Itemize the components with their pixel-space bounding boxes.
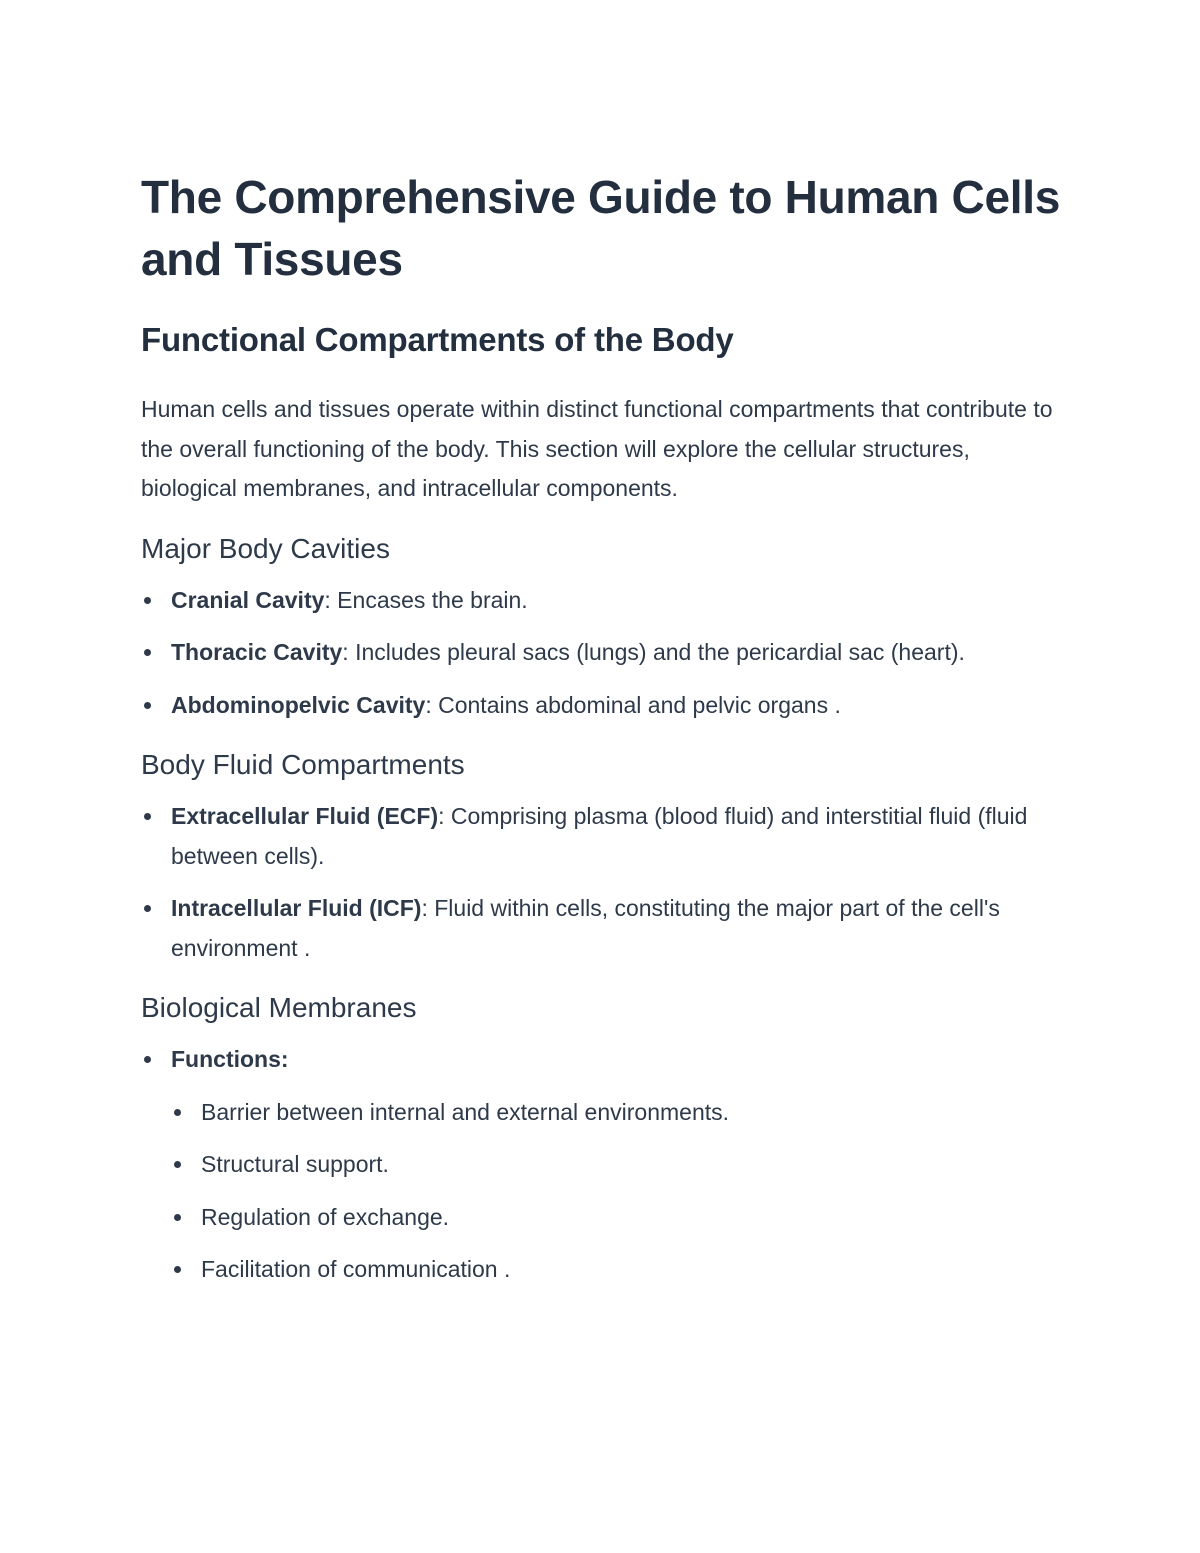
bullet-icon <box>144 1056 151 1063</box>
list-item <box>141 797 1071 876</box>
bullet-icon <box>174 1109 181 1116</box>
section-heading: Functional Compartments of the Body <box>141 321 734 358</box>
list-item-text: : Comprising plasma (blood fluid) and interstitial fluid (fluid between cells). <box>171 803 1028 869</box>
bullet-icon <box>174 1214 181 1221</box>
cavities-heading: Major Body Cavities <box>141 532 390 564</box>
list-item-term: Abdominopelvic Cavity <box>171 691 426 718</box>
fluids-list <box>141 797 1071 968</box>
sublist-item-text: Regulation of exchange. <box>201 1203 450 1230</box>
list-item <box>141 686 1071 726</box>
bullet-icon <box>144 905 151 912</box>
list-item-term: Thoracic Cavity <box>171 639 343 665</box>
sublist-item <box>171 1145 1071 1185</box>
sublist-item-text: Structural support. <box>201 1151 389 1177</box>
sublist-item-text: Barrier between internal and external environments. <box>201 1098 730 1125</box>
list-item-term: Intracellular Fluid (ICF) <box>171 895 422 921</box>
document-title: The Comprehensive Guide to Human Cells and Tissues <box>141 171 1060 285</box>
list-item <box>141 1040 1071 1290</box>
cavities-list <box>141 581 1071 726</box>
bullet-icon <box>144 597 151 604</box>
sublist-item <box>171 1198 1071 1238</box>
list-item <box>141 581 1071 621</box>
bullet-icon <box>174 1161 181 1168</box>
bullet-icon <box>144 702 151 709</box>
functions-label: Functions: <box>171 1046 289 1072</box>
sublist-item-text: Facilitation of communication . <box>201 1256 511 1282</box>
list-item-term: Extracellular Fluid (ECF) <box>171 803 439 829</box>
bullet-icon <box>144 649 151 656</box>
document-page <box>141 166 1071 1303</box>
list-item <box>141 633 1071 673</box>
list-item-term: Cranial Cavity <box>171 586 325 613</box>
sublist-item <box>171 1250 1071 1290</box>
list-item <box>141 889 1071 968</box>
list-item-text: : Encases the brain. <box>324 586 528 613</box>
bullet-icon <box>174 1266 181 1273</box>
list-item-text: : Contains abdominal and pelvic organs . <box>425 691 841 718</box>
functions-sublist <box>171 1093 1071 1290</box>
section-intro: Human cells and tissues operate within distinct functional compartments that contribute to the overall functioning of the body. This section will explore the cellular structures, biological membranes, and intracellular components. <box>141 396 1053 501</box>
membranes-heading: Biological Membranes <box>141 992 417 1023</box>
list-item-text: : Fluid within cells, constituting the major part of the cell's environment . <box>171 895 1000 961</box>
sublist-item <box>171 1093 1071 1133</box>
membranes-list <box>141 1040 1071 1290</box>
list-item-text: : Includes pleural sacs (lungs) and the pericardial sac (heart). <box>342 639 965 665</box>
bullet-icon <box>144 813 151 820</box>
fluids-heading: Body Fluid Compartments <box>141 749 465 780</box>
